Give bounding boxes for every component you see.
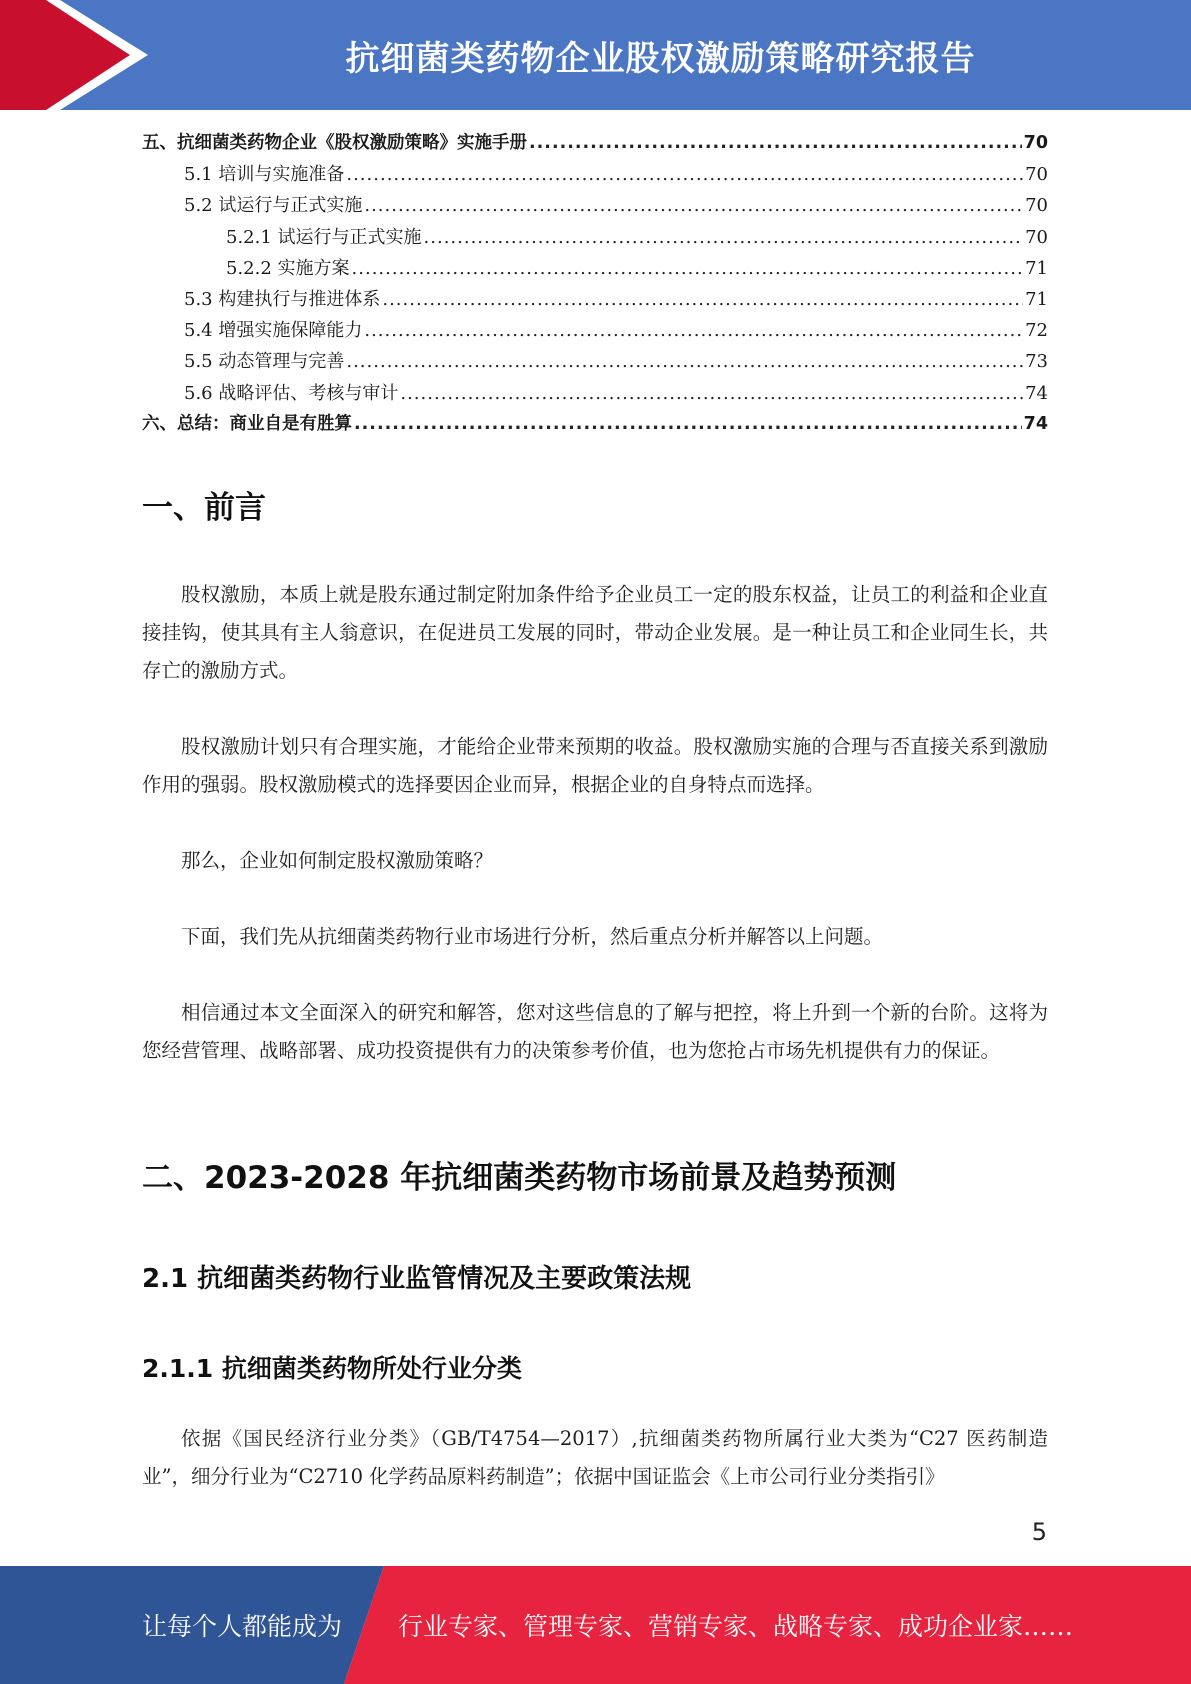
toc-entry-chapter-6[interactable] — [142, 409, 1048, 440]
subsection-2-1-heading: 2.1 抗细菌类药物行业监管情况及主要政策法规 — [142, 1264, 692, 1294]
header-banner — [0, 0, 1191, 110]
footer-banner — [0, 1566, 1191, 1684]
toc-leader-dots — [354, 409, 1022, 440]
toc-entry-page: 74 — [1023, 413, 1048, 434]
toc-entry-title: 5.3 构建执行与推进体系 — [184, 288, 381, 310]
toc-leader-dots — [352, 253, 1024, 284]
toc-entry-5-2-2[interactable] — [142, 253, 1048, 284]
toc-entry-title: 5.5 动态管理与完善 — [184, 351, 345, 373]
toc-entry-5-4[interactable] — [142, 315, 1048, 346]
toc-leader-dots — [346, 346, 1023, 377]
toc-leader-dots — [364, 315, 1023, 346]
toc-entry-title: 六、总结：商业自是有胜算 — [142, 413, 352, 434]
toc-entry-5-2[interactable] — [142, 190, 1048, 221]
toc-entry-title: 5.6 战略评估、考核与审计 — [184, 382, 399, 404]
paragraph-6: 依据《国民经济行业分类》（GB/T4754—2017）,抗细菌类药物所属行业大类为“C27 医药制造业”，细分行业为“C2710 化学药品原料药制造”；依据中国证监会《上市公司行业分类指引》 — [142, 1427, 1048, 1488]
toc-leader-dots — [364, 190, 1023, 221]
toc-entry-page: 73 — [1025, 351, 1048, 373]
toc-entry-title: 5.2 试运行与正式实施 — [184, 195, 363, 217]
toc-entry-title: 5.1 培训与实施准备 — [184, 164, 345, 186]
toc-leader-dots — [424, 222, 1024, 253]
toc-entry-chapter-5[interactable] — [142, 128, 1048, 159]
toc-entry-5-3[interactable] — [142, 284, 1048, 315]
footer-slogan-left: 让每个人都能成为 — [142, 1612, 343, 1641]
toc-entry-title: 5.4 增强实施保障能力 — [184, 320, 363, 342]
section-1-heading: 一、前言 — [142, 490, 266, 526]
section-2-heading: 二、2023-2028 年抗细菌类药物市场前景及趋势预测 — [142, 1160, 897, 1196]
subsection-2-1-1-heading: 2.1.1 抗细菌类药物所处行业分类 — [142, 1354, 522, 1383]
toc-entry-page: 71 — [1025, 288, 1048, 310]
toc-entry-page: 72 — [1025, 320, 1048, 342]
chevron-decoration — [0, 0, 160, 110]
paragraph-4: 下面，我们先从抗细菌类药物行业市场进行分析，然后重点分析并解答以上问题。 — [181, 925, 884, 948]
toc-entry-page: 70 — [1025, 164, 1048, 186]
page-number: 5 — [1031, 1518, 1047, 1546]
footer-slogan-right: 行业专家、管理专家、营销专家、战略专家、成功企业家…… — [398, 1612, 1074, 1641]
toc-entry-page: 70 — [1023, 133, 1048, 153]
paragraph-1: 股权激励，本质上就是股东通过制定附加条件给予企业员工一定的股东权益，让员工的利益和企业直接挂钩，使其具有主人翁意识，在促进员工发展的同时，带动企业发展。是一种让员工和企业同生长，共存亡的激励方式。 — [142, 583, 1048, 682]
paragraph-5: 相信通过本文全面深入的研究和解答，您对这些信息的了解与把控，将上升到一个新的台阶。这将为您经营管理、战略部署、成功投资提供有力的决策参考价值，也为您抢占市场先机提供有力的保证。 — [142, 1001, 1048, 1062]
toc-leader-dots — [529, 128, 1022, 159]
toc-entry-page: 70 — [1025, 195, 1048, 217]
toc-entry-5-6[interactable] — [142, 378, 1048, 409]
toc-leader-dots — [382, 284, 1023, 315]
paragraph-3: 那么，企业如何制定股权激励策略？ — [181, 849, 494, 872]
toc-entry-page: 74 — [1025, 382, 1048, 404]
table-of-contents — [142, 128, 1048, 440]
report-title: 抗细菌类药物企业股权激励策略研究报告 — [345, 38, 976, 79]
toc-leader-dots — [400, 378, 1023, 409]
toc-leader-dots — [346, 159, 1023, 190]
toc-entry-page: 70 — [1025, 226, 1048, 248]
paragraph-2: 股权激励计划只有合理实施，才能给企业带来预期的收益。股权激励实施的合理与否直接关系到激励作用的强弱。股权激励模式的选择要因企业而异，根据企业的自身特点而选择。 — [142, 735, 1048, 796]
toc-entry-5-1[interactable] — [142, 159, 1048, 190]
toc-entry-5-5[interactable] — [142, 346, 1048, 377]
toc-entry-5-2-1[interactable] — [142, 222, 1048, 253]
toc-entry-title: 5.2.1 试运行与正式实施 — [226, 226, 422, 248]
toc-entry-page: 71 — [1025, 257, 1048, 279]
toc-entry-title: 五、抗细菌类药物企业《股权激励策略》实施手册 — [142, 133, 527, 153]
toc-entry-title: 5.2.2 实施方案 — [226, 257, 350, 279]
